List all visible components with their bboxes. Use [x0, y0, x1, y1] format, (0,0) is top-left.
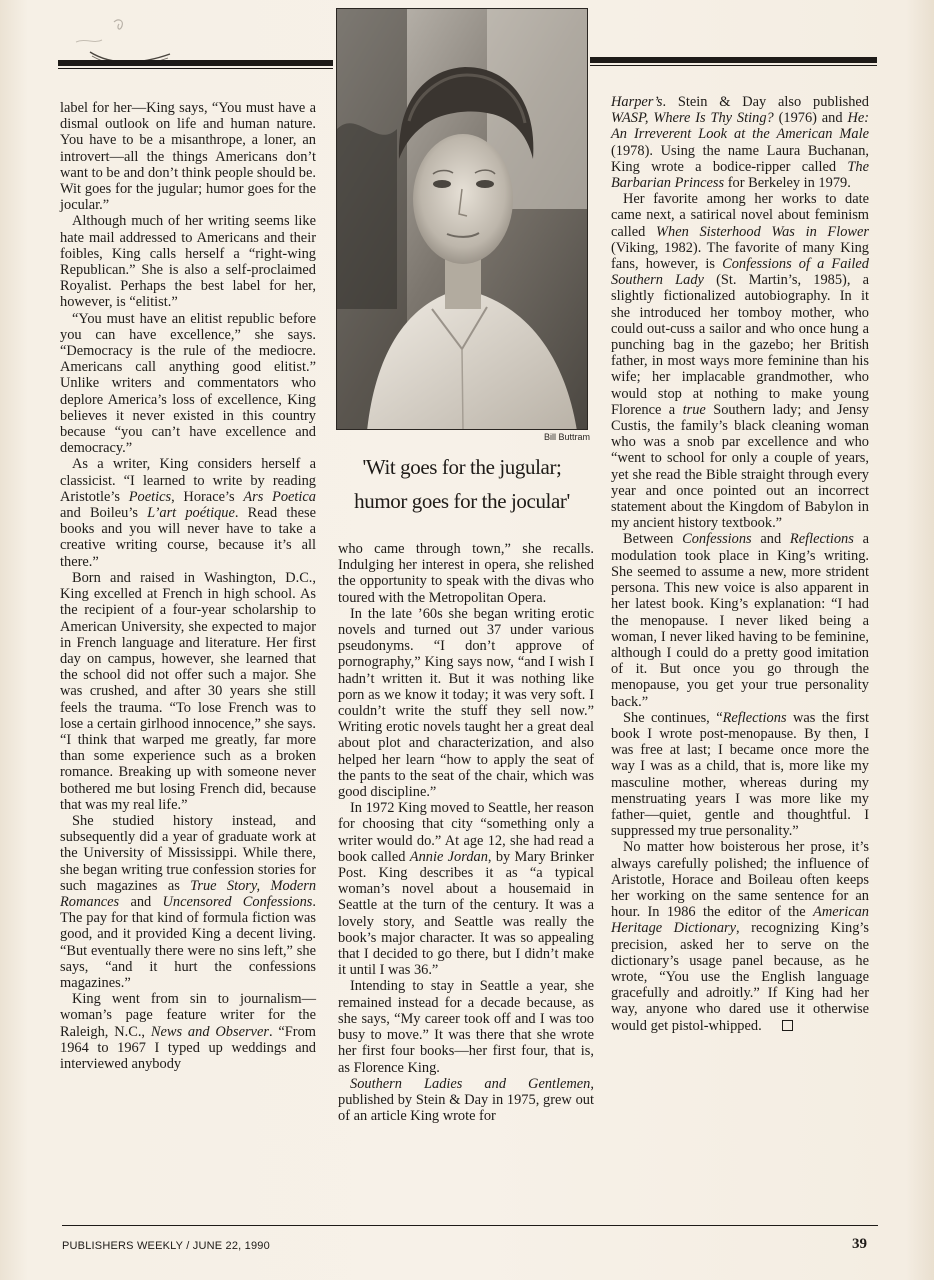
- paragraph: Born and raised in Washington, D.C., King excelled at French in high school. As the recipient of a four-year scholarship to American University, she expected to major in French language and literature. Her first day on campus, however, she learned that the school did not offer such a major. She was crushed, and after 30 years she still feels the trauma. “To lose French was to lose a certain girlhood innocence,” she says. “I think that warped me greatly, far more than some experience such as a broken romance. Breaking up with someone never bothered me but losing French did, because that was my real life.”: [60, 569, 316, 813]
- paragraph: Between Confessions and Reflections a modulation took place in King’s writing. She seemed to assume a new, more strident persona. This new voice is also apparent in her latest book. King’s explanation: “I had the menopause. I never liked being a woman, I never liked having to be feminine, although I could do a pretty good imitation of it. But once you go through the menopause, you get your true personality back.”: [611, 531, 869, 710]
- paragraph: Her favorite among her works to date came next, a satirical novel about feminism called When Sisterhood Was in Flower (Viking, 1982). The favorite of many King fans, however, is Confessions of a Failed Southern Lady (St. Martin’s, 1985), a slightly fictionalized autobiography. In it she introduced her tomboy mother, who could out-cuss a sailor and who once hung a punching bag in the gazebo; her British father, in most ways more feminine than his wife; her implacable grandmother, who would stop at nothing to make young Florence a true Southern lady; and Jensy Custis, the family’s black cleaning woman who was a snob par excellence and who “went to school for only a couple of years, yet she read the Bible straight through every year and once pointed out an incorrect statement about the Kingdom of Babylon in my ancient history textbook.”: [611, 191, 870, 532]
- footer-rule: [62, 1225, 878, 1226]
- paragraph: Intending to stay in Seattle a year, she remained instead for a decade because, as she says, “My career took off and I was too busy to move.” It was there that she wrote her first four books—her first four, that is, as Florence King.: [338, 978, 594, 1076]
- footer-publication: PUBLISHERS WEEKLY / JUNE 22, 1990: [62, 1240, 270, 1252]
- article-column-middle: [338, 541, 594, 1221]
- top-rule-left-thin: [58, 68, 333, 69]
- article-column-right: [611, 94, 869, 1220]
- paragraph: In the late ’60s she began writing erotic novels and turned out 37 under various pseudonyms. “I don’t approve of pornography,” King says now, “and I wish I hadn’t written it. But it was nothing like porn as we know it today; it was very soft. I couldn’t write the stuff they sell now.” Writing erotic novels taught her a great deal about plot and characterization, and also helped her learn “how to apply the seat of the pants to the seat of the chair, which was good discipline.”: [338, 605, 594, 801]
- paragraph: Although much of her writing seems like hate mail addressed to Americans and their foibles, King calls herself a “right-wing Republican.” She is also a self-proclaimed Royalist. Perhaps the best label for her, however, is “elitist.”: [60, 213, 316, 311]
- paragraph: “You must have an elitist republic before you can have excellence,” she says. “Democracy is the rule of the mediocre. Americans call anything good elitist.” Unlike writers and commentators who deplore America’s loss of excellence, King believes it never existed in this country because “you can’t have excellence and democracy.”: [60, 310, 316, 457]
- paragraph: No matter how boisterous her prose, it’s always carefully polished; the influence of Aristotle, Horace and Boileau often keeps her working on the same sentence for an hour. In 1986 the editor of the American Heritage Dictionary, recognizing King’s precision, asked her to serve on the dictionary’s usage panel because, as he wrote, “You use the English language gracefully and adroitly.” If King had her way, anyone who dared use it otherwise would get pistol-whipped.: [611, 839, 869, 1034]
- paragraph: She continues, “Reflections was the first book I wrote post-menopause. By then, I was free at last; I became once more the way I was as a child, that is, more like my masculine mother, whereas during my menstruating years I was more like my father—quiet, gentle and thoughtful. I suppressed my true personality.”: [611, 709, 870, 840]
- end-mark-icon: [782, 1020, 793, 1031]
- paragraph: She studied history instead, and subsequently did a year of graduate work at the University of Mississippi. While there, she began writing true confession stories for such magazines as True Story, Modern Romances and Uncensored Confessions. The pay for that kind of formula fiction was good, and it provided King a decent living. “But eventually there were no sins left,” she says, “and it hurt the confessions magazines.”: [60, 812, 317, 991]
- top-rule-left: [58, 60, 333, 66]
- page-number: 39: [852, 1236, 867, 1252]
- paragraph: King went from sin to journalism—woman’s page feature writer for the Raleigh, N.C., News and Observer. “From 1964 to 1967 I typed up weddings and interviewed anybody: [60, 991, 316, 1072]
- top-rule-right-thin: [590, 65, 877, 66]
- paragraph: who came through town,” she recalls. Indulging her interest in opera, she relished the opportunity to speak with the divas who toured with the Metropolitan Opera.: [338, 541, 594, 606]
- paragraph: In 1972 King moved to Seattle, her reason for choosing that city “something only a writer would do.” At age 12, she had read a book called Annie Jordan, by Mary Brinker Post. King describes it as “a typical woman’s novel about a housemaid in Seattle at the turn of the century. It was a lovely story, and Seattle was really the book’s major character. It was so appealing that I decided to go there, but I didn’t make it until I was 36.”: [338, 800, 594, 979]
- paragraph: Southern Ladies and Gentlemen, published by Stein & Day in 1975, grew out of an article King wrote for: [338, 1075, 594, 1125]
- photo-credit: Bill Buttram: [543, 432, 590, 442]
- pull-quote-line-1: 'Wit goes for the jugular;: [362, 455, 562, 479]
- article-column-left: [60, 100, 316, 1220]
- pull-quote: [336, 450, 588, 518]
- top-rule-right: [590, 57, 877, 63]
- paragraph: As a writer, King considers herself a classicist. “I learned to write by reading Aristotle’s Poetics, Horace’s Ars Poetica and Boileu’s L’art poétique. Read these books and you will never have to take a creative writing course, because it’s all there.”: [60, 456, 317, 570]
- paragraph: label for her—King says, “You must have a dismal outlook on life and human nature. You have to be a misanthrope, a loner, an introvert—all the things Americans don’t want to be and don’t think people should be. Wit goes for the jugular; humor goes for the jocular.”: [60, 100, 316, 214]
- portrait-photo: [336, 8, 588, 430]
- pull-quote-line-2: humor goes for the jocular': [354, 489, 570, 513]
- paragraph: Harper’s. Stein & Day also published WASP, Where Is Thy Sting? (1976) and He: An Irreverent Look at the American Male (1978). Using the name Laura Buchanan, King wrote a bodice-ripper called The Barbarian Princess for Berkeley in 1979.: [611, 94, 870, 192]
